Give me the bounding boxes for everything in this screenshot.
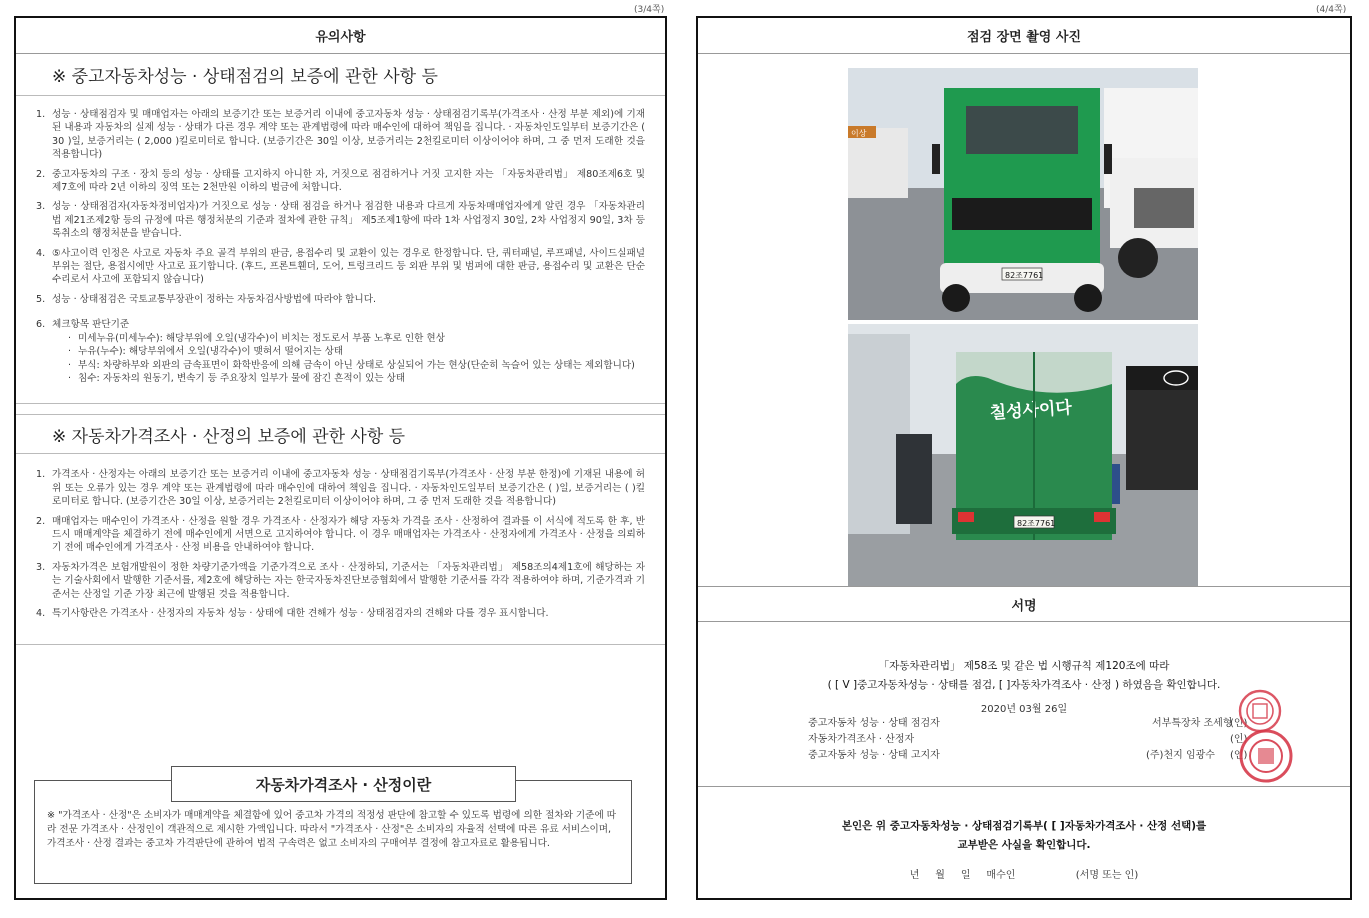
item-number: 3.	[36, 201, 46, 213]
notifier-seal-icon	[1238, 728, 1294, 784]
list-item	[36, 293, 645, 306]
confirm-line-2: 교부받은 사실을 확인합니다.	[957, 839, 1091, 851]
item-number: 2.	[36, 515, 46, 527]
item-text: 특기사항란은 가격조사 · 산정자의 자동차 성능 · 상태에 대한 견해가 성능 · 상태점검자의 견해와 다를 경우 표시합니다.	[52, 607, 549, 619]
item-text: 매매업자는 매수인이 가격조사 · 산정을 원할 경우 가격조사 · 산정자가 해당 자동차 가격을 조사 · 산정하여 결과를 이 서식에 적도록 한 후, 반드시 매매계약을 체결하기 전에 매수인에게 서면으로 고지하여야 합니다. 이 경우 매매업자는 가격조사 · 산정자에게 가격조사 · 산정을 의뢰하기 전에 매수인에게 가격조사 · 산정 비용을 안내하여야 합니다.	[52, 515, 645, 554]
signer-mark-appraiser: (인)	[1230, 734, 1248, 745]
truck-rear-brand-text: 칠성사이다	[989, 397, 1073, 424]
signer-mark-inspector: (인)	[1230, 718, 1248, 729]
item-text: 자동차가격은 보험개발원이 정한 차량기준가액을 기준가격으로 조사 · 산정하되, 기준서는 「자동차관리법」 제58조의4제1호에 해당하는 자는 기술사회에서 발행한 기준서를, 제2호에 해당하는 자는 한국자동차진단보증협회에서 발행한 기준서를 각각 적용하여야 하며, 기준가격과 기준서는 산정일 기준 가장 최근에 발행된 것을 적용합니다.	[52, 561, 645, 600]
list-item	[36, 468, 645, 508]
list-item	[36, 168, 645, 195]
buyer-signature-line: 년 월 일 매수인 (서명 또는 인)	[909, 870, 1139, 881]
buyer-confirmation	[698, 818, 1350, 881]
price-notes-list	[16, 454, 665, 645]
price-assessment-info-label: 자동차가격조사 · 산정이란	[171, 766, 516, 802]
photo-header: 점검 장면 촬영 사진	[698, 18, 1350, 54]
rear-inspection-photo	[848, 324, 1198, 586]
front-plate-text: 82조7761	[1005, 271, 1044, 280]
signer-mark-notifier: (인)	[1230, 750, 1248, 761]
signer-name-notifier: (주)천지 임광수	[1146, 750, 1215, 761]
page-number-left: (3/4쪽)	[634, 5, 665, 15]
item-number: 4.	[36, 247, 46, 259]
check-criteria-list	[16, 318, 665, 404]
criteria-item: · 침수: 자동차의 원동기, 변속기 등 주요장치 일부가 물에 잠긴 흔적이 있는 상태	[68, 372, 645, 385]
inspection-date: 2020년 03월 26일	[980, 704, 1068, 715]
item-text: 가격조사 · 산정자는 아래의 보증기간 또는 보증거리 이내에 중고자동차 성능 · 상태점검기록부(가격조사 · 산정 부분 한정)에 기재된 내용에 허위 또는 오류가 있는 경우 계약 또는 관계법령에 따라 매수인에 대하여 책임을 집니다. · 자동차인도일부터 보증기간은 ( )일, 보증거리는 ( )킬로미터로 합니다. (보증기간은 30일 이상, 보증거리는 2천킬로미터 이상이어야 하며, 그 중 먼저 도래한 것을 적용합니다)	[52, 469, 645, 508]
list-item	[36, 515, 645, 555]
notes-header: 유의사항	[16, 18, 665, 54]
item-number: 3.	[36, 561, 46, 573]
signer-role-inspector: 중고자동차 성능 · 상태 점검자	[808, 718, 940, 729]
signer-role-appraiser: 자동차가격조사 · 산정자	[808, 734, 915, 745]
item-text: 성능 · 상태점검자 및 매매업자는 아래의 보증기간 또는 보증거리 이내에 중고자동차 성능 · 상태점검기록부(가격조사 · 산정 부분 제외)에 기재된 내용과 자동차의 실제 성능 · 상태가 다른 경우 계약 또는 관계법령에 따라 매수인에 대하여 책임을 집니다. · 자동차인도일부터 보증기간은 ( 30 )일, 보증거리는 ( 2,000 )킬로미터로 합니다. (보증기간은 30일 이상, 보증거리는 2천킬로미터 이상이어야 하며, 그 중 먼저 도래한 것을 적용합니다)	[52, 109, 645, 161]
list-item	[36, 318, 645, 385]
list-item	[36, 561, 645, 601]
item-number: 4.	[36, 607, 46, 619]
performance-warranty-title: ※ 중고자동차성능 · 상태점검의 보증에 관한 사항 등	[16, 54, 665, 96]
criteria-item: · 부식: 차량하부와 외판의 금속표면이 화학반응에 의해 금속이 아닌 상태로 상실되어 가는 현상(단순히 녹슬어 있는 상태는 제외합니다)	[68, 359, 645, 372]
criteria-item: · 미세누유(미세누수): 해당부위에 오일(냉각수)이 비치는 정도로서 부품 노후로 인한 현상	[68, 332, 645, 345]
list-item	[36, 607, 645, 620]
signature-header: 서명	[698, 588, 1350, 622]
item-text: 성능 · 상태점검자(자동차정비업자)가 거짓으로 성능 · 상태 점검을 하거나 점검한 내용과 다르게 자동차매매업자에게 알린 경우 「자동차관리법 제21조제2항 등의 규정에 따른 행정처분의 기준과 절차에 관한 규칙」 제5조제1항에 따라 1차 사업정지 30일, 2차 사업정지 90일, 3차 등록취소의 행정처분을 받습니다.	[52, 201, 645, 240]
law-line-2: ( [ V ]중고자동차성능 · 상태를 점검, [ ]자동차가격조사 · 산정 ) 하였음을 확인합니다.	[827, 679, 1221, 691]
law-line-1: 「자동차관리법」 제58조 및 같은 법 시행규칙 제120조에 따라	[878, 660, 1170, 672]
item-number: 1.	[36, 469, 46, 481]
list-item	[36, 108, 645, 162]
rear-plate-text: 82조7761	[1017, 519, 1056, 528]
criteria-item: · 누유(누수): 해당부위에서 오일(냉각수)이 맺혀서 떨어지는 상태	[68, 345, 645, 358]
item-text: ⑤사고이력 인정은 사고로 자동차 주요 골격 부위의 판금, 용접수리 및 교환이 있는 경우로 한정합니다. 단, 쿼터패널, 루프패널, 사이드실패널 부위는 절단, 용접시에만 사고로 표기합니다. (후드, 프론트휀더, 도어, 트렁크리드 등 외판 부위 및 범퍼에 대한 판금, 용접수리 및 교환은 단순수리로서 사고에 포함되지 않습니다)	[52, 247, 645, 286]
front-inspection-photo	[848, 68, 1198, 320]
front-truck-image	[848, 68, 1198, 320]
item-text: 성능 · 상태점검은 국토교통부장관이 정하는 자동차검사방법에 따라야 합니다.	[52, 293, 377, 305]
signer-name-inspector: 서부특장차 조세형	[1152, 718, 1233, 729]
performance-notes-list	[16, 96, 665, 318]
price-assessment-info-text: ※ "가격조사 · 산정"은 소비자가 매매계약을 체결함에 있어 중고차 가격의 적정성 판단에 참고할 수 있도록 법령에 의한 절차와 기준에 따라 전문 가격조사 · 산정인이 객관적으로 제시한 가액입니다. 따라서 "가격조사 · 산정"은 소비자의 자율적 선택에 따른 유료 서비스이며, 가격조사 · 산정 결과는 중고차 가격판단에 관하여 법적 구속력은 없고 소비자의 구매여부 결정에 참고자료로 활용됩니다.	[47, 810, 617, 849]
item-number: 2.	[36, 168, 46, 180]
list-item	[36, 247, 645, 287]
confirm-line-1: 본인은 위 중고자동차성능 · 상태점검기록부( [ ]자동차가격조사 · 산정 선택)를	[841, 820, 1207, 832]
price-warranty-title: ※ 자동차가격조사 · 산정의 보증에 관한 사항 등	[16, 414, 665, 454]
page-number-right: (4/4쪽)	[1316, 5, 1347, 15]
list-item	[36, 200, 645, 240]
photo-sign-panel	[696, 16, 1352, 900]
item-text: 중고자동차의 구조 · 장치 등의 성능 · 상태를 고지하지 아니한 자, 거짓으로 점검하거나 거짓 고지한 자는 「자동차관리법」 제80조제6호 및 제7호에 따라 2년 이하의 징역 또는 2천만원 이하의 벌금에 처합니다.	[52, 168, 645, 194]
check-criteria-title: 체크항목 판단기준	[52, 319, 130, 331]
item-number: 6.	[36, 319, 46, 331]
item-number: 1.	[36, 109, 46, 120]
rear-truck-image	[848, 324, 1198, 586]
signer-role-notifier: 중고자동차 성능 · 상태 고지자	[808, 750, 940, 761]
item-number: 5.	[36, 293, 46, 305]
shop-sign-text: 이상	[851, 129, 867, 138]
